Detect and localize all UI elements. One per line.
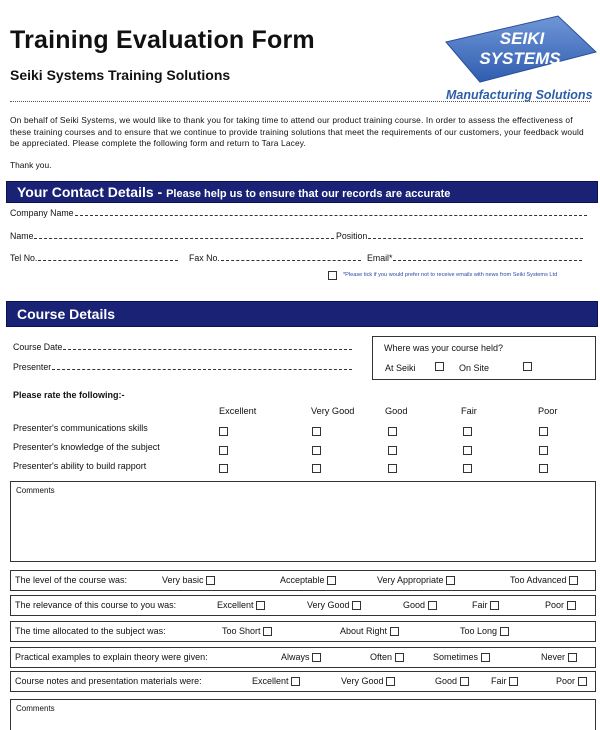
answer-option[interactable]: Too Advanced [510,575,578,585]
rating-checkbox[interactable] [539,464,548,473]
rating-checkbox[interactable] [539,427,548,436]
answer-option[interactable]: Excellent [252,676,300,686]
thank-you-text: Thank you. [10,160,52,170]
answer-option[interactable]: Always [281,652,321,662]
form-title: Training Evaluation Form [10,26,315,54]
rating-checkbox[interactable] [463,446,472,455]
rating-row-label: Presenter's ability to build rapport [13,461,147,471]
rating-checkbox[interactable] [219,427,228,436]
course-section-header: Course Details [6,301,598,327]
logo-line1: SEIKI [499,29,545,48]
answer-option[interactable]: Very Appropriate [377,575,455,585]
rating-checkbox[interactable] [463,427,472,436]
form-subtitle: Seiki Systems Training Solutions [10,67,231,83]
time-allocated-row [10,621,596,642]
name-field[interactable]: Name [10,231,334,241]
course-location-box [372,336,596,380]
rating-checkbox[interactable] [388,464,397,473]
answer-option[interactable]: Too Long [460,626,509,636]
course-relevance-row [10,595,596,616]
fax-field[interactable]: Fax No. [189,253,361,263]
course-date-field[interactable]: Course Date [13,342,352,352]
course-notes-row [10,671,596,692]
answer-option[interactable]: About Right [340,626,399,636]
question-label: Course notes and presentation materials were: [15,676,202,686]
contact-section-header [6,181,598,203]
answer-option[interactable]: Very Good [341,676,395,686]
on-site-checkbox[interactable] [523,362,532,371]
company-name-field[interactable]: Company Name [10,208,587,218]
answer-option[interactable]: Good [435,676,469,686]
email-field[interactable]: Email* [367,253,582,263]
logo-tagline: Manufacturing Solutions [446,88,593,102]
intro-paragraph: On behalf of Seiki Systems, we would like to thank you for taking time to attend our product training course. In order to assess the effectiveness of these training courses and to ensure that we continue to provide training solutions that meet the requirements of our customers, your feedback would be appreciated. Please complete the following form and return to Tara Lacey. [10,115,584,148]
rating-column-header: Fair [461,406,477,416]
rating-checkbox[interactable] [388,427,397,436]
email-pref-note: *Please tick if you would prefer not to receive emails with news from Seiki Systems Ltd [343,272,558,278]
contact-heading: Your Contact Details - [17,184,163,200]
presenter-field[interactable]: Presenter [13,362,352,372]
rating-checkbox[interactable] [539,446,548,455]
rating-title: Please rate the following:- [13,390,125,400]
rating-column-header: Excellent [219,406,257,416]
answer-option[interactable]: Very Good [307,600,361,610]
answer-option[interactable]: Sometimes [433,652,490,662]
rating-row-label: Presenter's knowledge of the subject [13,442,160,452]
rating-checkbox[interactable] [388,446,397,455]
comments-label: Comments [16,486,55,495]
rating-checkbox[interactable] [312,427,321,436]
rating-checkbox[interactable] [312,464,321,473]
at-seiki-checkbox[interactable] [435,362,444,371]
final-comments-box[interactable] [10,699,596,730]
comments-label: Comments [16,704,55,713]
question-label: The level of the course was: [15,575,128,585]
position-field[interactable]: Position [336,231,583,241]
answer-option[interactable]: Fair [472,600,499,610]
answer-option[interactable]: Never [541,652,577,662]
answer-option[interactable]: Often [370,652,404,662]
answer-option[interactable]: Acceptable [280,575,336,585]
rating-row-label: Presenter's communications skills [13,423,148,433]
comments-box[interactable] [10,481,596,562]
contact-heading-note: Please help us to ensure that our records are accurate [166,188,451,200]
question-label: The time allocated to the subject was: [15,626,166,636]
location-option-label: At Seiki [385,363,416,373]
answer-option[interactable]: Poor [556,676,587,686]
rating-checkbox[interactable] [312,446,321,455]
rating-checkbox[interactable] [219,446,228,455]
rating-checkbox[interactable] [463,464,472,473]
practical-examples-row [10,647,596,668]
rating-column-header: Poor [538,406,558,416]
rating-column-header: Very Good [311,406,355,416]
question-label: The relevance of this course to you was: [15,600,177,610]
tel-field[interactable]: Tel No. [10,253,178,263]
logo-line2: SYSTEMS [479,49,561,68]
answer-option[interactable]: Excellent [217,600,265,610]
question-label: Practical examples to explain theory were given: [15,652,208,662]
answer-option[interactable]: Good [403,600,437,610]
location-option-label: On Site [459,363,490,373]
answer-option[interactable]: Fair [491,676,518,686]
email-opt-out-checkbox[interactable] [328,271,337,280]
answer-option[interactable]: Poor [545,600,576,610]
answer-option[interactable]: Too Short [222,626,272,636]
answer-option[interactable]: Very basic [162,575,215,585]
course-level-row [10,570,596,591]
rating-column-header: Good [385,406,408,416]
course-location-question: Where was your course held? [384,343,504,353]
rating-checkbox[interactable] [219,464,228,473]
header-divider [10,101,590,102]
